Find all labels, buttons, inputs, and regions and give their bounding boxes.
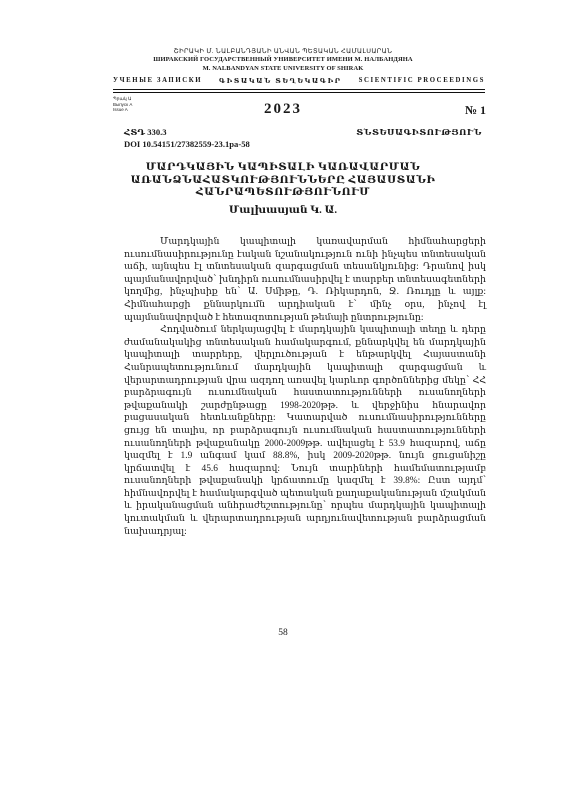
section-label: ՏՆՏԵՍԱԳԻՏՈՒԹՅՈՒՆ: [356, 127, 482, 137]
journal-name-russian: УЧЕНЫЕ ЗАПИСКИ: [113, 77, 203, 84]
udc-code: ՀՏԴ 330.3: [124, 127, 167, 137]
abstract-body: [124, 236, 486, 538]
header-rule-thick: [113, 89, 485, 90]
series-russian: Выпуск А: [113, 101, 133, 107]
abstract-paragraph: Մարդկային կապիտալի կառավարման հիմնահարցերի ուսումնասիրությունը էական նշանակություն ունի ինչպես տնտեսական աճի, այնպես էլ տնտեսական զարգացման տեսանկյունից: Դրանով իսկ պայմանավորված՝ խնդիրն ուսումնասիրվել է տարբեր տնտեսագետների կողմից, ինչպիսիք են՝ Ա. Սմիթը, Դ. Ռիկարդոն, Ջ. Ռուդլը և այլք: Հիմնահարցի քննարկումն արդիական է՝ մինչ օրս, ինչով էլ պայմանավորված է հետազոտության թեմայի ընտրությունը:: [124, 237, 486, 323]
journal-name-armenian: ԳԻՏԱԿԱՆ ՏԵՂԵԿԱԳԻՐ: [219, 77, 342, 85]
abstract-paragraph: Հոդվածում ներկայացվել է մարդկային կապիտալի տեղը և դերը ժամանակակից տնտեսական համակարգում, քննարկվել են մարդկային կապիտալի տարրերը, վերլուծության է ենթարկվել Հայաստանի Հանրապետությունում մարդկային կապիտալի զարգացման և վերարտադրության վրա ազդող առավել կարևոր գործոններից մեկը՝ ՀՀ բարձրագույն ուսումնական հաստատությունների ուսանողների թվաքանակի շարժընթացը 1998-2020թթ. և վերջինիս հնարավոր բացասական հետևանքները: Կատարված ուսումնասիրությունները ցույց են տալիս, որ բարձրագույն ուսումնական հաստատությունների ուսանողների թվաքանակը 2000-2009թթ. ավելացել է 53.9 հազարով, աճը կազմել է 1.9 անգամ կամ 88.8%, իսկ 2009-2020թթ. նույն ցուցանիշը կրճատվել է 45.6 հազարով: Նույն տարիների համեմատությամբ ուսանողների թվաքանակի կրճատումը կազմել է 39.8%: Ըստ այդմ՝ հիմնավորվել է համակարգված պետական քաղաքականության մշակման և իրականացման անհրաժեշտությունը՝ որպես մարդկային կապիտալի կուտակման և վերարտադրության արդյունավետության բարձրացման նախադրյալ:: [124, 325, 486, 537]
title-line: ՄԱՐԴԿԱՅԻՆ ԿԱՊԻՏԱԼԻ ԿԱՌԱՎԱՐՄԱՆ: [145, 162, 421, 173]
journal-title-row: [113, 75, 485, 86]
header-rule-thin: [113, 92, 485, 93]
university-name-russian: ШИРАКСКИЙ ГОСУДАРСТВЕННЫЙ УНИВЕРСИТЕТ ИМЕНИ М. НАЛБАНДЯНА: [153, 56, 413, 63]
article-identifiers: [124, 127, 250, 150]
doi: DOI 10.54151/27382559-23.1pa-58: [124, 138, 250, 149]
series-armenian: Պրակ Ա: [113, 96, 132, 101]
publication-year: 2023: [264, 101, 302, 117]
title-line: ՀԱՆՐԱՊԵՏՈՒԹՅՈՒՆՈՒՄ: [195, 187, 371, 198]
article-title: [0, 162, 566, 200]
university-name-armenian: ՇԻՐԱԿԻ Մ. ՆԱԼԲԱՆԴՅԱՆԻ ԱՆՎԱՆ ՊԵՏԱԿԱՆ ՀԱՄԱԼՍԱՐԱՆ: [173, 48, 393, 55]
university-name-english: M. NALBANDYAN STATE UNIVERSITY OF SHIRAK: [202, 65, 364, 72]
title-line: ԱՌԱՆՁՆԱՀԱՏԿՈՒԹՅՈՒՆՆԵՐԸ ՀԱՅԱՍՏԱՆԻ: [130, 174, 436, 186]
page-number: 58: [278, 628, 288, 638]
article-author: Մալխասյան Կ. Ա.: [228, 205, 338, 216]
issue-number: № 1: [464, 103, 486, 117]
series-english: Issue A: [113, 107, 128, 113]
journal-name-english: SCIENTIFIC PROCEEDINGS: [358, 77, 485, 84]
